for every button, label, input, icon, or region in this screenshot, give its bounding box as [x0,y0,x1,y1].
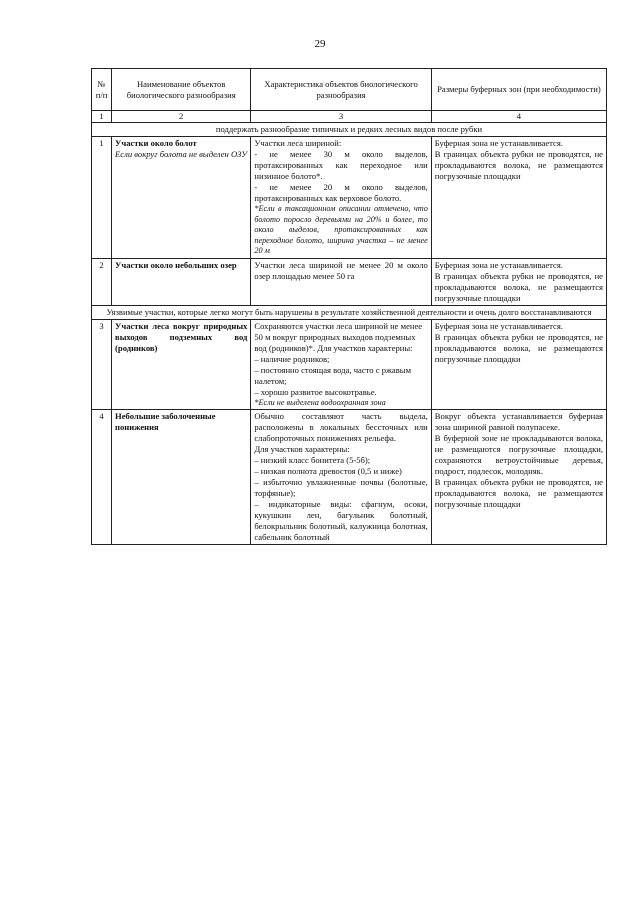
buffer-line: В границах объекта рубки не проводятся, не прокладываются волока, не размещаются погрузочные площадки [434,477,603,509]
characteristic-cell [251,319,431,410]
characteristic-cell [251,258,431,305]
buffer-line: В границах объекта рубки не проводятся, не прокладываются волока, не размещаются погрузочные площадки [434,149,603,181]
buffer-line: В буферной зоне не прокладываются волока, не размещаются погрузочные площадки, сохраняются ветроустойчивые деревья, подрост, подлесок, молодняк. [434,433,603,476]
buffer-line: Буферная зона не устанавливается. [434,259,563,270]
object-name-cell [112,258,251,305]
buffer-line: В границах объекта рубки не проводятся, не прокладываются волока, не размещаются погрузочные площадки [434,270,603,303]
characteristic-line: – низкая полнота древостоя (0,5 и ниже) [254,466,402,476]
characteristic-line: – низкий класс бонитета (5-5б); [254,455,371,465]
column-number-row [92,111,607,123]
biodiversity-table [91,68,607,545]
header-num: № п/п [92,69,112,111]
characteristic-line: Для участков характерны: [254,444,350,454]
table-row [92,319,607,410]
object-name-cell [112,410,251,545]
buffer-line: Буферная зона не устанавливается. [434,320,563,331]
buffer-cell [431,319,606,410]
table-row [92,137,607,259]
object-name-cell [112,137,251,259]
characteristic-note: *Если в таксационном описании отмечено, что болото поросло деревьями на 20% и более, то около выделов, протаксированных как переходное болото, ширина участка – не менее 20 м [254,204,428,255]
buffer-cell [431,410,606,545]
characteristic-line: Обычно составляют часть выдела, расположены в локальных бессточных или слабопроточных понижениях рельефа. [254,411,428,443]
row-number: 1 [92,137,112,259]
characteristic-line: – постоянно стоящая вода, часто с ржавым налетом; [254,364,412,386]
characteristic-note: *Если не выделена водоохранная зона [254,397,386,407]
object-name: Участки леса вокруг природных выходов подземных вод (родников) [115,320,248,353]
section-title: поддержать разнообразие типичных и редких лесных видов после рубки [92,123,607,137]
buffer-cell [431,258,606,305]
table-row [92,410,607,545]
characteristic-cell [251,410,431,545]
header-buffer: Размеры буферных зон (при необходимости) [431,69,606,111]
header-characteristic: Характеристика объектов биологического разнообразия [251,69,431,111]
object-name: Небольшие заболоченные понижения [115,411,216,432]
characteristic-line: – наличие родников; [254,353,330,364]
buffer-line: Вокруг объекта устанавливается буферная зона шириной равной полупасеке. [434,411,603,432]
object-name-cell [112,319,251,410]
characteristic-line: Участки леса шириной не менее 20 м около озер площадью менее 50 га [254,259,428,281]
characteristic-line: - не менее 30 м около выделов, протаксированных как переходное или низинное болото*. [254,149,428,181]
object-name: Участки около небольших озер [115,259,237,270]
characteristic-cell [251,137,431,259]
col-number: 1 [92,111,112,123]
object-name: Участки около болот [115,138,197,148]
col-number: 4 [431,111,606,123]
buffer-line: В границах объекта рубки не проводятся, не прокладываются волока, не размещаются погрузочные площадки [434,331,603,364]
section-title: Уязвимые участки, которые легко могут быть нарушены в результате хозяйственной деятельности и очень долго восстанавливаются [92,305,607,319]
characteristic-line: – хорошо развитое высокотравье. [254,386,377,397]
object-name-note: Если вокруг болота не выделен ОЗУ [115,149,248,159]
header-name: Наименование объектов биологического разнообразия [112,69,251,111]
characteristic-line: – индикаторные виды: сфагнум, осоки, кукушкин лен, багульник болотный, белокрыльник болотный, калужница болотная, сабельник болотный [254,499,428,542]
section-row [92,123,607,137]
row-number: 4 [92,410,112,545]
row-number: 2 [92,258,112,305]
characteristic-line: Сохраняются участки леса шириной не менее 50 м вокруг природных выходов подземных вод (родников)*. Для участков характерны: [254,320,423,353]
buffer-cell [431,137,606,259]
buffer-line: Буферная зона не устанавливается. [434,138,563,148]
table-row [92,258,607,305]
section-row [92,305,607,319]
col-number: 3 [251,111,431,123]
characteristic-line: Участки леса шириной: [254,138,342,148]
row-number: 3 [92,319,112,410]
col-number: 2 [112,111,251,123]
characteristic-line: – избыточно увлажненные почвы (болотные, торфяные); [254,477,428,498]
characteristic-line: - не менее 20 м около выделов, протаксированных как верховое болото. [254,182,428,203]
page-number: 29 [314,38,326,50]
table-header-row [92,69,607,111]
